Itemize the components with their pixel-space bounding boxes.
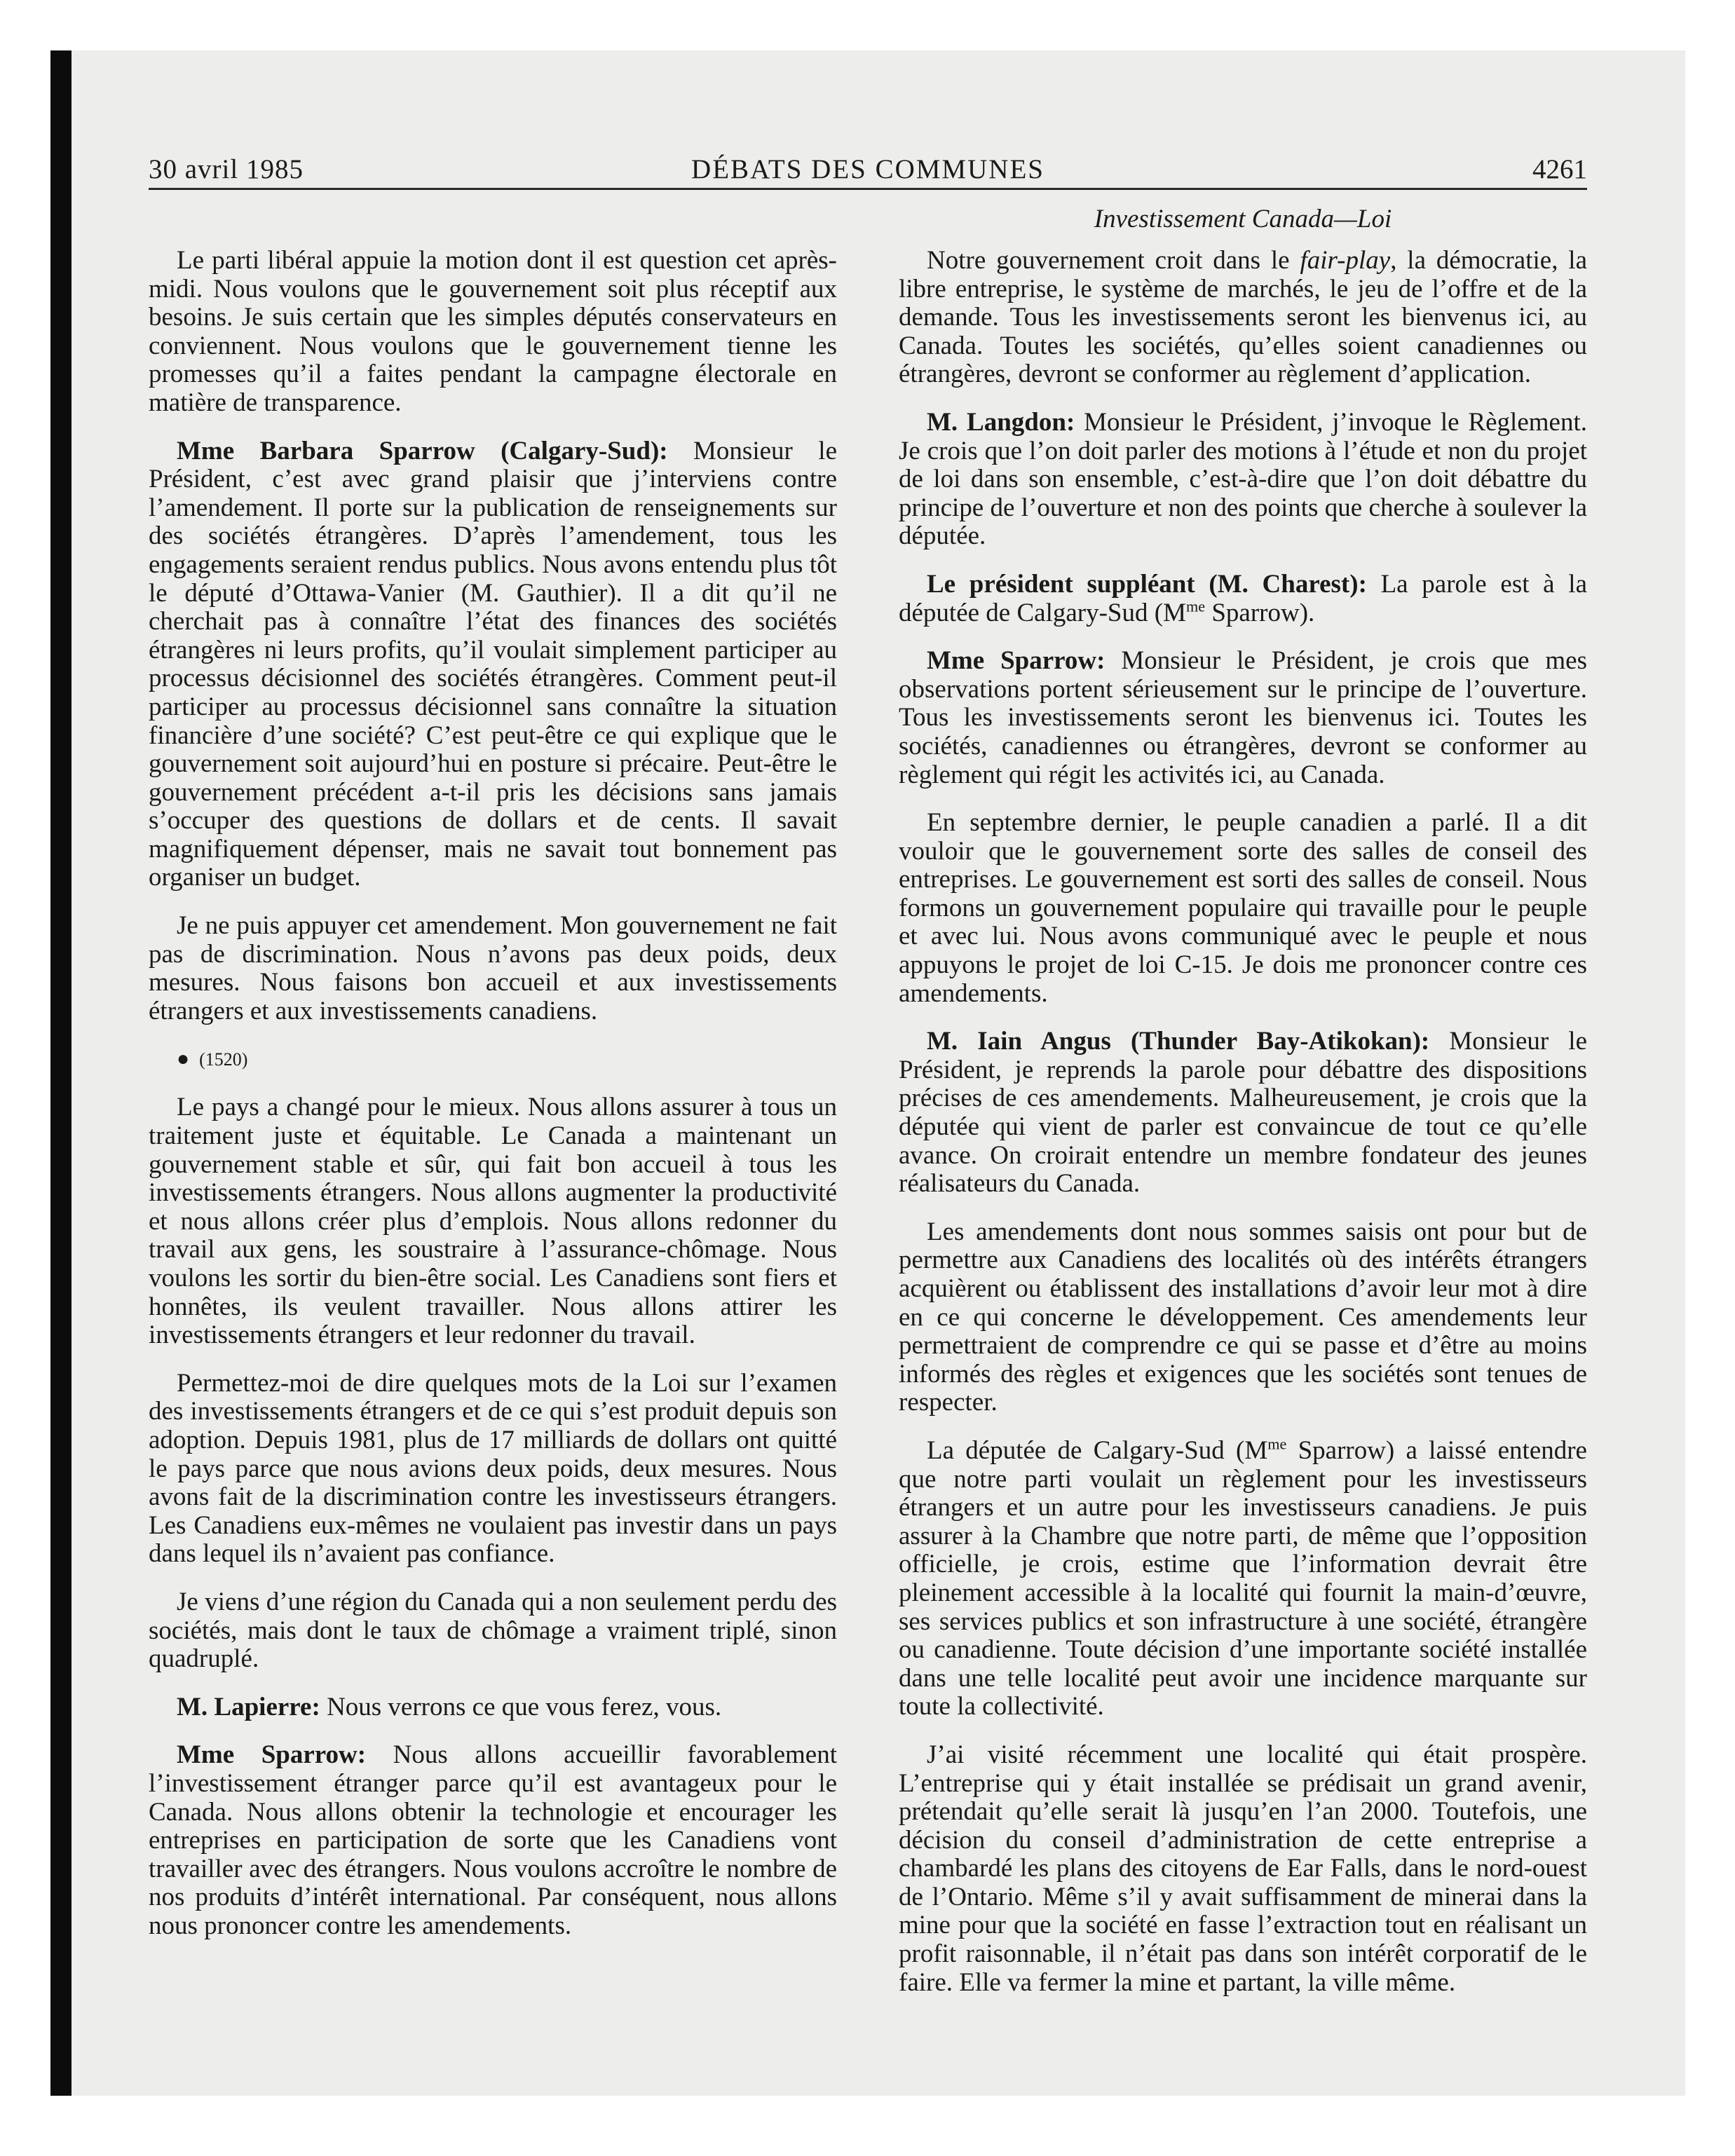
speaker-name: M. Iain Angus (Thunder Bay-Atikokan): [927, 1027, 1430, 1056]
speaker-name: M. Lapierre: [177, 1692, 320, 1721]
paragraph: En septembre dernier, le peuple canadien a parlé. Il a dit vouloir que le gouvernement sorte des salles de conseil des entreprises. Le gouvernement est sorti des salles de conseil. Nous formons un gouvernement populaire qui travaille pour le peuple et avec lui. Nous avons communiqué avec le peuple et nous appuyons le projet de loi C-15. Je dois me prononcer contre ces amendements. [899, 808, 1587, 1008]
paragraph: Je ne puis appuyer cet amendement. Mon gouvernement ne fait pas de discrimination. Nous n’avons pas deux poids, deux mesures. Nous faisons bon accueil et aux investissements étrangers et aux investissements canadiens. [149, 911, 837, 1025]
paragraph [899, 409, 1587, 551]
superscript: me [1185, 597, 1206, 615]
paragraph: Les amendements dont nous sommes saisis ont pour but de permettre aux Canadiens des localités où des intérêts étrangers acquièrent ou établissent des installations d’avoir leur mot à dire en ce qui concerne le développement. Ces amendements leur permettraient de comprendre ce qui se passe et d’être au moins informés des règles et exigences que les sociétés sont tenues de respecter. [899, 1217, 1587, 1417]
text-run: Sparrow) a laissé entendre que notre parti voulait un règlement pour les investisseurs étrangers et un autre pour les investisseurs canadiens. Je puis assurer à la Chambre que notre parti, de même que l’opposition officielle, je crois, estime que l’information devrait être pleinement accessible à la localité qui fournit la main-d’œuvre, ses services publics et son infrastructure à une société, étrangère ou canadienne. Toute décision d’une importante société installée dans une telle localité peut avoir une incidence marquante sur toute la collectivité. [899, 1435, 1587, 1721]
paragraph [899, 571, 1587, 627]
speaker-name: Mme Barbara Sparrow (Calgary-Sud): [177, 436, 668, 465]
speech-text: Nous verrons ce que vous ferez, vous. [320, 1692, 722, 1721]
time-marker-text: (1520) [199, 1049, 248, 1070]
speaker-name: M. Langdon: [927, 407, 1075, 437]
speech-text: Monsieur le Président, je crois que mes observations portent sérieusement sur le principe de l’ouverture. Tous les investissements seront les bienvenus ici. Toutes les sociétés, canadiennes ou étrangères, devront se conformer au règlement qui régit les activités ici, au Canada. [899, 646, 1588, 789]
speaker-name: Mme Sparrow: [177, 1740, 367, 1770]
superscript: me [1267, 1435, 1287, 1453]
time-marker [149, 1045, 837, 1074]
paragraph [899, 647, 1587, 789]
speech-text: Monsieur le Président, je reprends la parole pour débattre des dispositions précises de ces amendements. Malheureusement, je crois que la députée qui vient de parler est convaincue de tout ce qu’elle avance. On croirait entendre un membre fondateur des jeunes réalisateurs du Canada. [899, 1027, 1587, 1199]
right-column [899, 247, 1587, 2017]
paragraph: Permettez-moi de dire quelques mots de la Loi sur l’examen des investissements étrangers et de ce qui s’est produit depuis son adoption. Depuis 1981, plus de 17 milliards de dollars ont quitté le pays parce que nous avions deux poids, deux mesures. Nous avons fait de la discrimination contre les investisseurs étrangers. Les Canadiens eux-mêmes ne voulaient pas investir dans un pays dans lequel ils n’avaient pas confiance. [149, 1368, 837, 1569]
left-column [149, 247, 837, 1960]
paragraph: Le pays a changé pour le mieux. Nous allons assurer à tous un traitement juste et équitable. Le Canada a maintenant un gouvernement stable et sûr, qui fait bon accueil à tous les investissements étrangers. Nous allons augmenter la productivité et nous allons créer plus d’emplois. Nous allons redonner du travail aux gens, les soustraire à l’assurance-chômage. Nous voulons les sortir du bien-être social. Les Canadiens sont fiers et honnêtes, ils veulent travailler. Nous allons attirer les investissements étrangers et leur redonner du travail. [149, 1093, 837, 1350]
speaker-name: Le président suppléant (M. Charest): [927, 569, 1367, 599]
paragraph [899, 247, 1587, 389]
page-header [149, 151, 1587, 188]
paragraph [149, 1741, 837, 1940]
text-run: La députée de Calgary-Sud (M [927, 1435, 1268, 1465]
speech-text: Monsieur le Président, c’est avec grand plaisir que j’interviens contre l’amendement. Il porte sur la publication de renseignements sur des sociétés étrangères. D’après l’amendement, tous les engagements seraient rendus publics. Nous avons entendu plus tôt le député d’Ottawa-Vanier (M. Gauthier). Il a dit qu’il ne cherchait pas à connaître l’état des finances des sociétés étrangères ni leurs profits, qu’il voulait simplement participer au processus décisionnel des sociétés étrangères. Comment peut-il participer au processus décisionnel sans connaître la situation financière d’une société? C’est peut-être ce qui explique que le gouvernement soit aujourd’hui en posture si précaire. Peut-être le gouvernement précédent a-t-il pris les décisions sans jamais s’occuper des questions de dollars et de cents. Il savait magnifiquement dépenser, mais ne savait tout bonnement pas organiser un budget. [149, 436, 837, 892]
paragraph [899, 1437, 1587, 1721]
binding-edge [50, 50, 72, 2096]
emphasis: fair-play [1300, 246, 1391, 275]
speech-text: Monsieur le Président, j’invoque le Règlement. Je crois que l’on doit parler des motions à l’étude et non du projet de loi dans son ensemble, c’est-à-dire que l’on doit débattre du principe de l’ouverture et non des points que cherche à soulever la députée. [899, 407, 1587, 551]
speech-text: Nous allons accueillir favorablement l’investissement étranger parce qu’il est avantageux pour le Canada. Nous allons obtenir la technologie et encourager les entreprises en participation de sorte que les Canadiens vont travailler avec des étrangers. Nous voulons accroître le nombre de nos produits d’intérêt international. Par conséquent, nous allons nous prononcer contre les amendements. [149, 1740, 837, 1940]
paragraph: Le parti libéral appuie la motion dont il est question cet après-midi. Nous voulons que le gouvernement soit plus réceptif aux besoins. Je suis certain que les simples députés conservateurs en conviennent. Nous voulons que le gouvernement tienne les promesses qu’il a faites pendant la campagne électorale en matière de transparence. [149, 246, 837, 417]
paragraph: J’ai visité récemment une localité qui était prospère. L’entreprise qui y était installée se prédisait un grand avenir, prétendait qu’elle serait là jusqu’en l’an 2000. Toutefois, une décision du conseil d’administration de cette entreprise a chambardé les plans des citoyens de Ear Falls, dans le nord-ouest de l’Ontario. Même s’il y avait suffisamment de minerai dans la mine pour que la société en fasse l’extraction tout en réalisant un profit raisonnable, il n’était pas dans son intérêt corporatif de le faire. Elle va fermer la mine et partant, la ville même. [899, 1740, 1587, 1997]
text-run: , la démocratie, la libre entreprise, le système de marchés, le jeu de l’offre et de la demande. Tous les investissements seront les bienvenus ici, au Canada. Toutes les sociétés, qu’elles soient canadiennes ou étrangères, devront se conformer au règlement d’application. [899, 246, 1587, 389]
text-run: Notre gouvernement croit dans le [927, 246, 1300, 275]
paragraph: Je viens d’une région du Canada qui a non seulement perdu des sociétés, mais dont le taux de chômage a vraiment triplé, sinon quadruplé. [149, 1587, 837, 1674]
paragraph [149, 437, 837, 893]
page-number: 4261 [1532, 154, 1587, 184]
paragraph [149, 1693, 837, 1722]
speech-text: La parole est à la députée de Calgary-Sud (M [899, 569, 1587, 627]
header-rule [149, 188, 1587, 190]
header-date: 30 avril 1985 [149, 154, 304, 184]
paragraph [899, 1028, 1587, 1199]
running-head: Investissement Canada—Loi [1094, 205, 1392, 233]
bullet-icon: ● [177, 1047, 190, 1071]
header-title: DÉBATS DES COMMUNES [691, 154, 1045, 184]
speech-text: Sparrow). [1205, 598, 1315, 627]
speaker-name: Mme Sparrow: [927, 646, 1105, 676]
